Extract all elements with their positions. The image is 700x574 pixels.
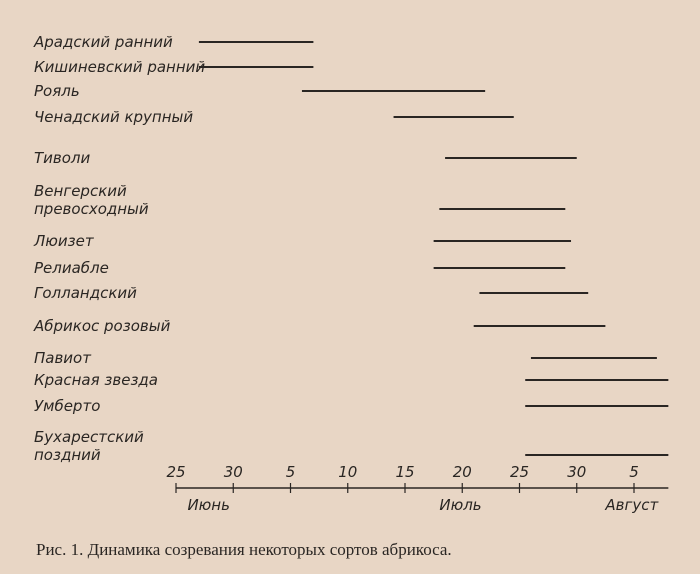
tick-label: 10 [338,463,358,481]
tick-label: 5 [629,463,639,481]
tick-label: 30 [567,463,587,481]
tick-label: 15 [395,463,415,481]
month-label: Август [605,496,659,514]
variety-label: Кишиневский ранний [34,58,206,76]
variety-label: Арадский ранний [34,33,173,51]
date-axis [166,463,668,514]
variety-labels [33,33,205,464]
tick-label: 5 [285,463,296,481]
variety-label: превосходный [34,200,149,218]
variety-label: Голландский [34,284,137,302]
variety-label: Красная звезда [34,371,158,389]
month-label: Июль [439,496,482,514]
variety-label: Бухарестский [34,428,144,446]
variety-label: Ченадский крупный [34,108,194,126]
variety-label: Павиот [34,349,91,367]
month-label: Июнь [187,496,230,514]
variety-label: Тиволи [34,149,91,167]
tick-label: 20 [452,463,472,481]
variety-label: Умберто [34,397,101,415]
variety-label: поздний [34,446,101,464]
tick-label: 30 [223,463,243,481]
tick-label: 25 [166,463,186,481]
variety-label: Абрикос розовый [34,317,171,335]
figure-caption: Рис. 1. Динамика созревания некоторых сортов абрикоса. [36,540,452,559]
variety-label: Рояль [34,82,80,100]
tick-label: 25 [509,463,530,481]
variety-label: Люизет [34,232,94,250]
variety-label: Венгерский [34,182,127,200]
ripening-bars [199,42,668,455]
variety-label: Релиабле [34,259,109,277]
